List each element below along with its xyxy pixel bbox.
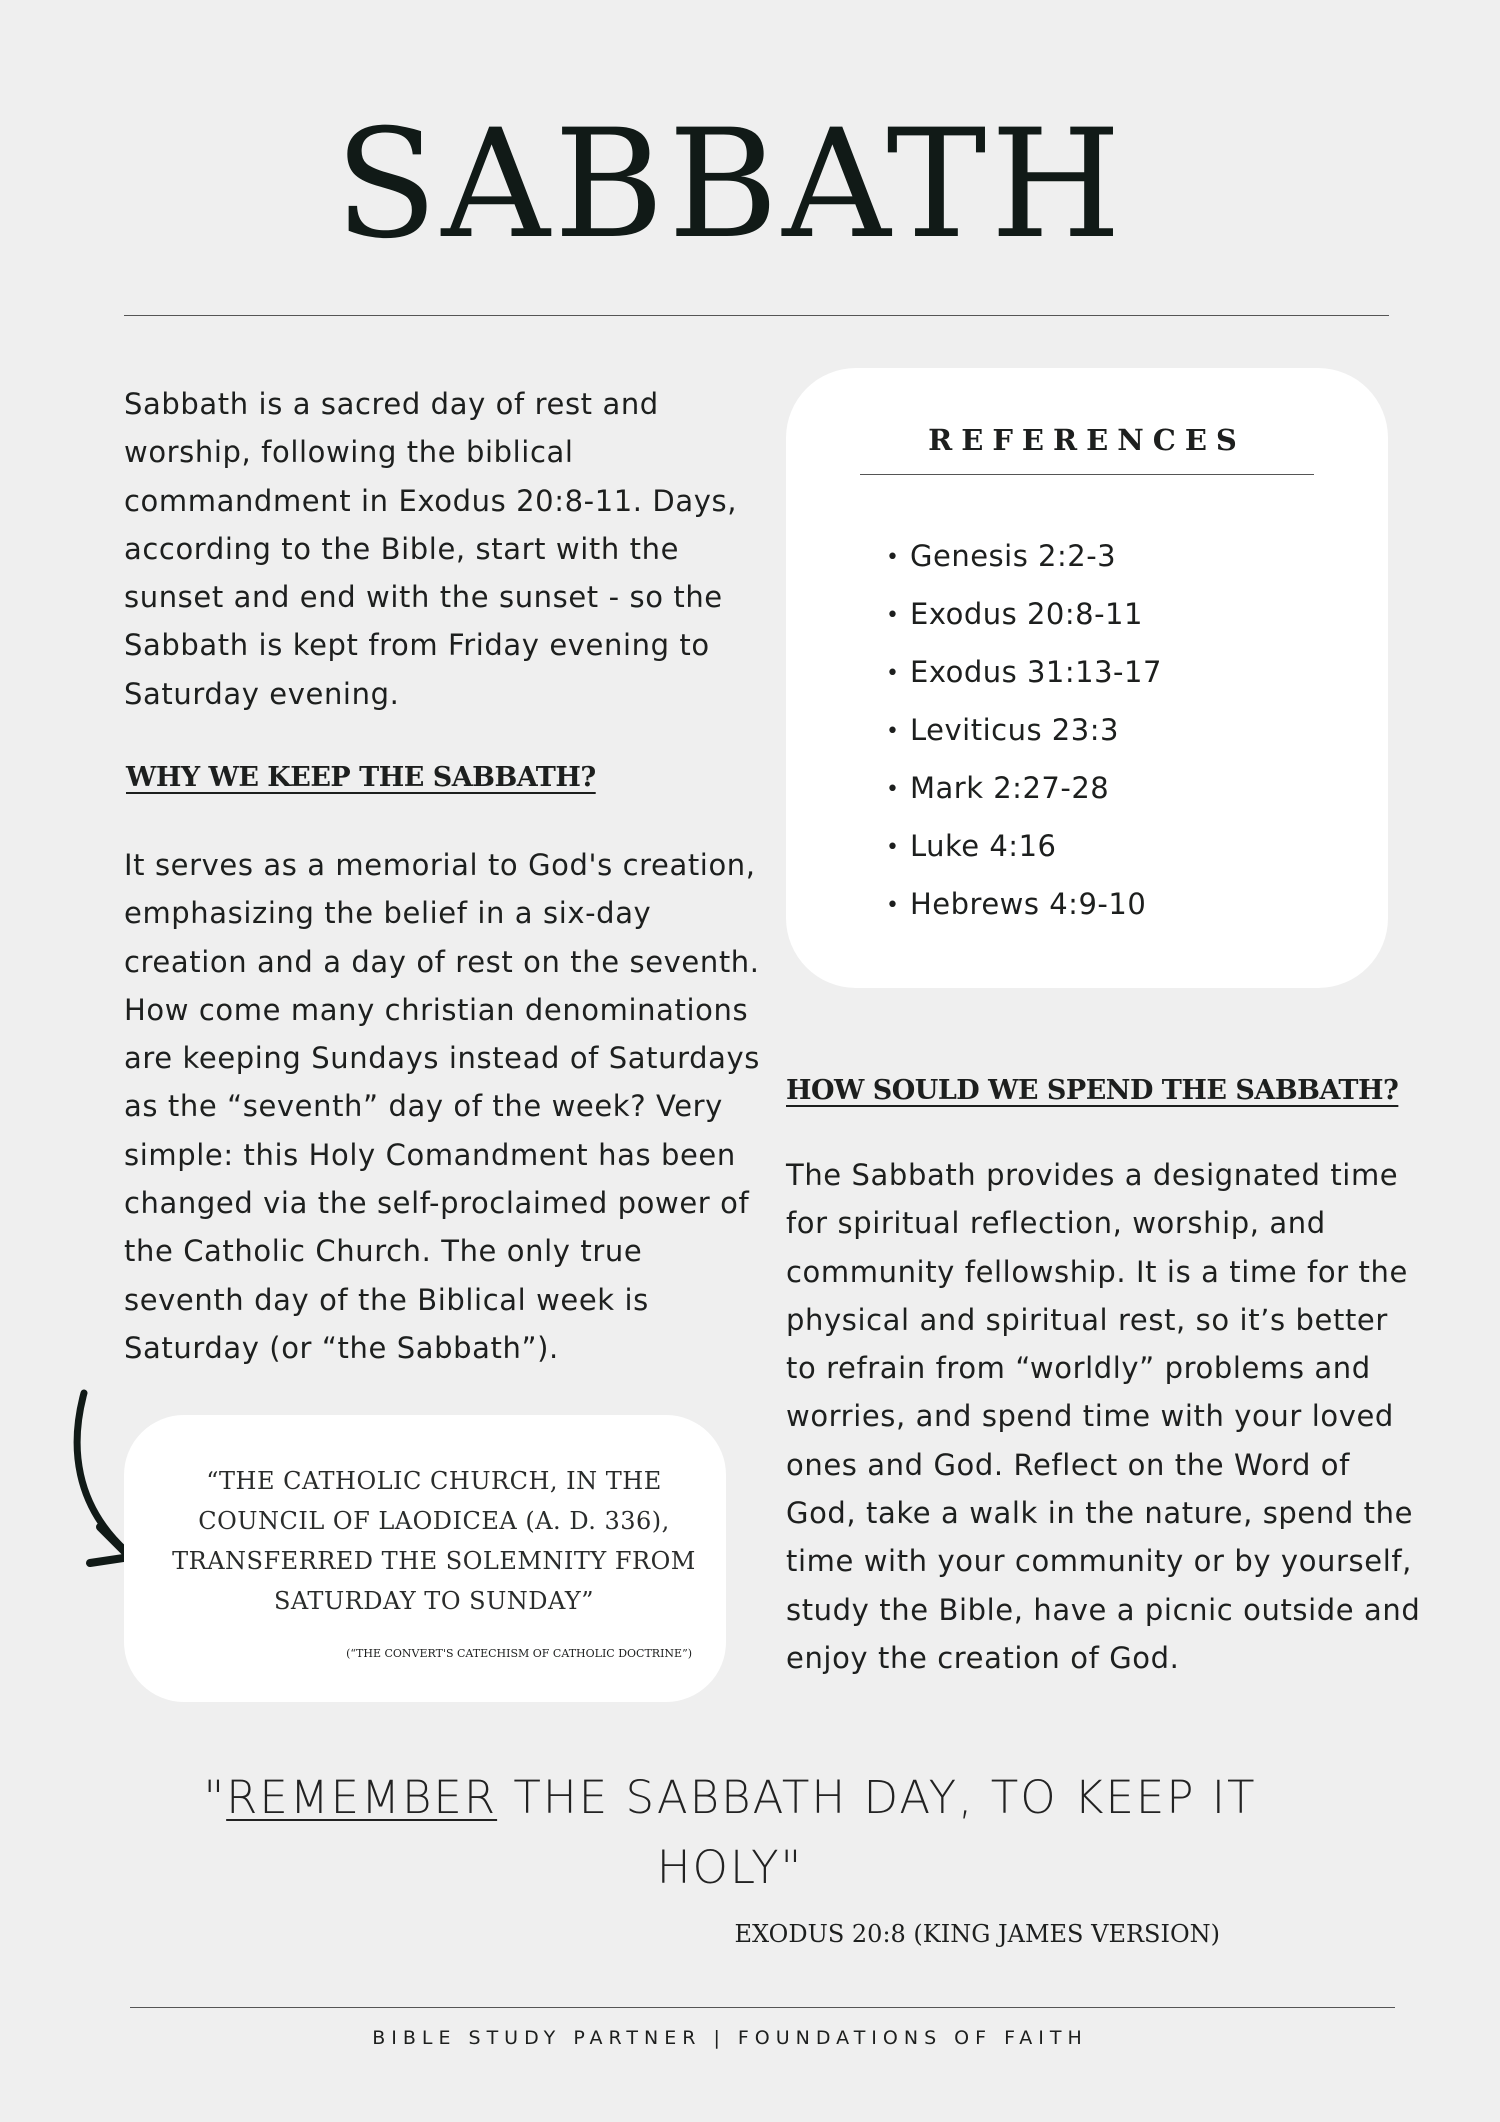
how-paragraph: The Sabbath provides a designated time for spiritual reflection, worship, and community fellowship. It is a time for the physical and spiritual rest, so it’s better to refrain from “worldly” problems and worries, and spend time with your loved ones and God. Reflect on the Word of God, take a walk in the nature, spend the time with your community or by yourself, study the Bible, have a picnic outside and enjoy the creation of God. (786, 1158, 1421, 1675)
verse-rest: THE SABBATH DAY, TO KEEP IT HOLY" (497, 1771, 1257, 1894)
page-title: SABBATH (334, 98, 1126, 272)
reference-item: • Luke 4:16 (886, 818, 1162, 876)
reference-item: • Mark 2:27-28 (886, 760, 1162, 818)
verse-quote (180, 1763, 1280, 1903)
verse-reference: EXODUS 20:8 (KING JAMES VERSION) (734, 1920, 1220, 1948)
references-title: REFERENCES (928, 423, 1246, 457)
why-heading: WHY WE KEEP THE SABBATH? (126, 762, 596, 793)
why-paragraph: It serves as a memorial to God's creation, emphasizing the belief in a six-day creation and a day of rest on the seventh. How come many christian denominations are keeping Sundays instead of Saturdays as the “seventh” day of the week? Very simple: this Holy Comandment has been changed via the self-proclaimed power of the Catholic Church. The only true seventh day of the Biblical week is Saturday (or “the Sabbath”). (124, 848, 760, 1365)
references-card (786, 368, 1388, 988)
verse-open-quote: " (203, 1771, 227, 1824)
quote-card (124, 1415, 726, 1702)
reference-item: • Genesis 2:2-3 (886, 528, 1162, 586)
bottom-divider (130, 2007, 1395, 2008)
reference-item: • Hebrews 4:9-10 (886, 876, 1162, 934)
footer-text: BIBLE STUDY PARTNER | FOUNDATIONS OF FAITH (372, 2027, 1088, 2049)
how-heading: HOW SOULD WE SPEND THE SABBATH? (786, 1075, 1399, 1106)
quote-text: “THE CATHOLIC CHURCH, IN THE COUNCIL OF LAODICEA (A. D. 336), TRANSFERRED THE SOLEMNITY FROM SATURDAY TO SUNDAY” (172, 1467, 696, 1615)
reference-item: • Exodus 31:13-17 (886, 644, 1162, 702)
references-divider (860, 474, 1314, 475)
reference-item: • Exodus 20:8-11 (886, 586, 1162, 644)
top-divider (124, 315, 1389, 316)
quote-source: (“THE CONVERT'S CATECHISM OF CATHOLIC DOCTRINE”) (346, 1647, 692, 1660)
verse-emphasis: REMEMBER (226, 1771, 498, 1824)
intro-paragraph: Sabbath is a sacred day of rest and worship, following the biblical commandment in Exodus 20:8-11. Days, according to the Bible, start with the sunset and end with the sunset - so the Sabbath is kept from Friday evening to Saturday evening. (124, 387, 738, 711)
references-list (886, 528, 1162, 934)
reference-item: • Leviticus 23:3 (886, 702, 1162, 760)
